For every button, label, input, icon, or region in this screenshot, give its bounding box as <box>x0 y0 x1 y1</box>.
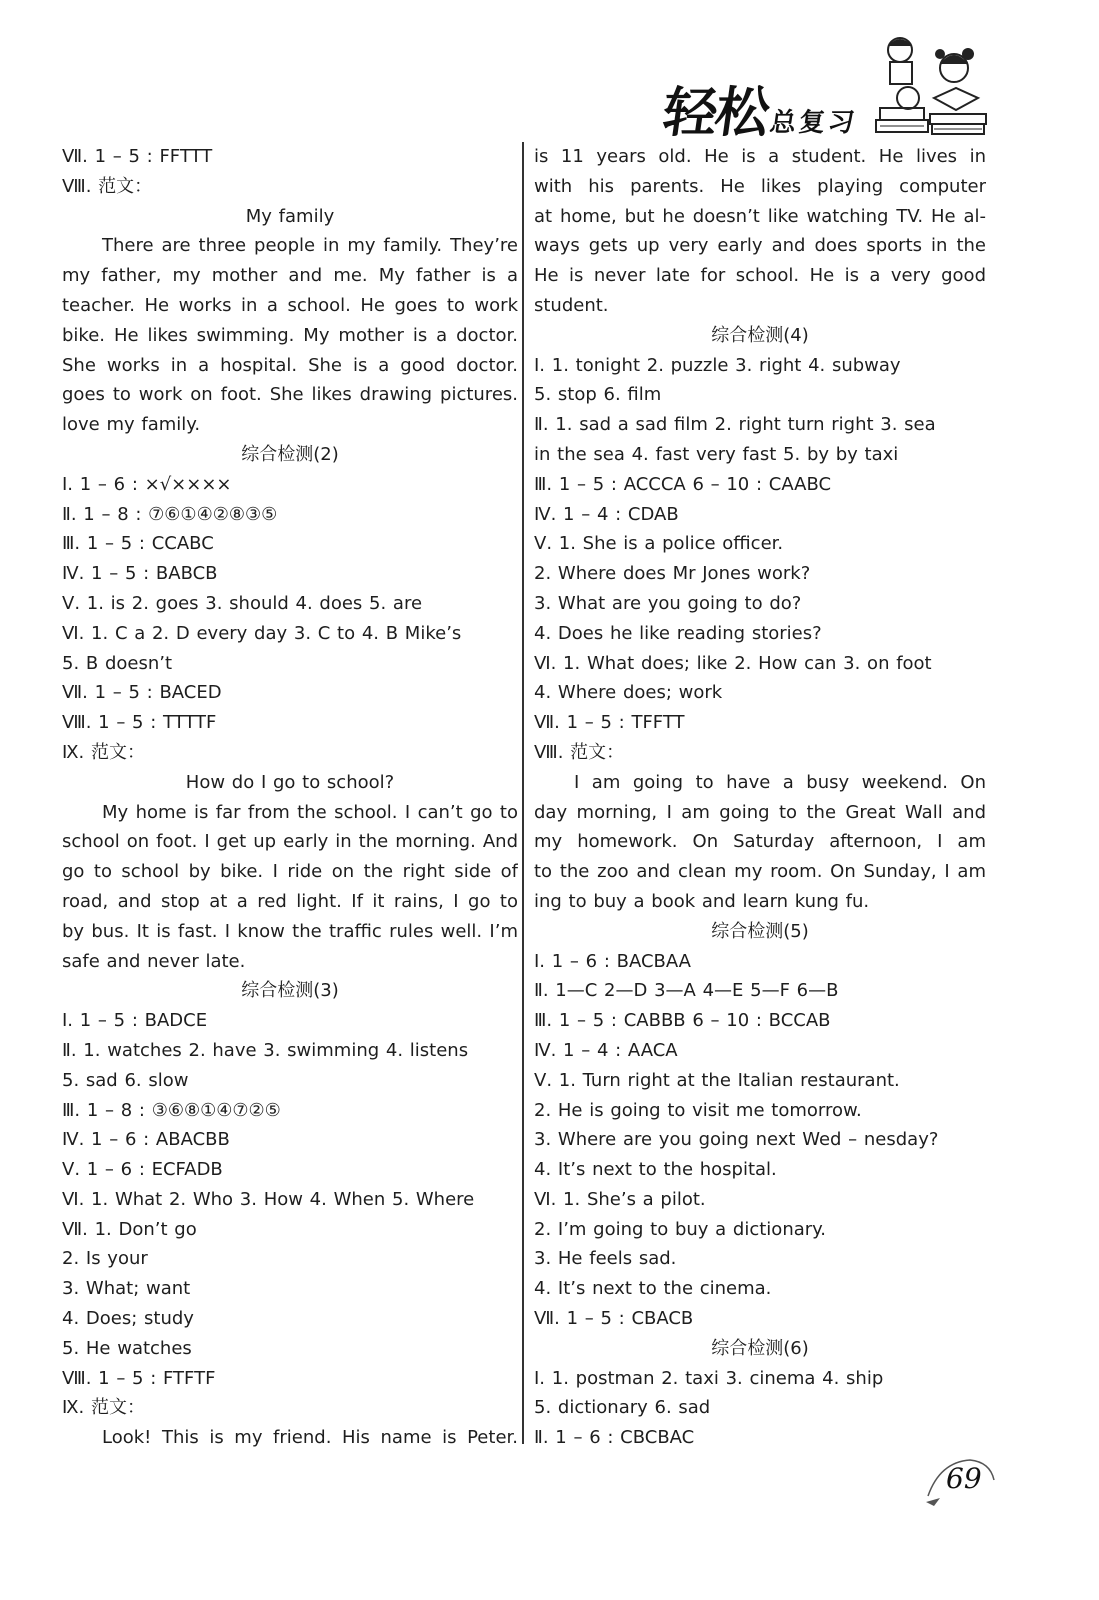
answer-line: Ⅰ. 1 – 6 : ×√×××× <box>62 473 232 495</box>
answer-line: Ⅰ. 1. tonight 2. puzzle 3. right 4. subway <box>534 354 901 376</box>
answer-line: Ⅱ. 1 – 6 : CBCBAC <box>534 1427 695 1449</box>
answer-line: My home is far from the school. I can’t go to <box>102 801 518 823</box>
answer-line: Ⅳ. 1 – 6 : ABACBB <box>62 1129 230 1151</box>
answer-line: Ⅰ. 1. postman 2. taxi 3. cinema 4. ship <box>534 1367 884 1389</box>
section-title: 综合检测(4) <box>711 324 809 346</box>
answer-line: There are three people in my family. They’re <box>102 235 518 257</box>
answer-line: Ⅶ. 1 – 5 : BACED <box>62 682 222 704</box>
answer-line: Ⅸ. 范文： <box>62 741 145 763</box>
answer-line: Ⅶ. 1 – 5 : TFFTT <box>534 712 685 734</box>
answer-line: Ⅱ. 1—C 2—D 3—A 4—E 5—F 6—B <box>534 980 839 1002</box>
answer-line: Ⅳ. 1 – 5 : BABCB <box>62 563 218 585</box>
answer-line: Ⅱ. 1 – 8 : ⑦⑥①④②⑧③⑤ <box>62 503 278 525</box>
answer-line: by bus. It is fast. I know the traffic rules well. I’m <box>62 920 518 942</box>
answer-line: Ⅲ. 1 – 5 : CABBB 6 – 10 : BCCAB <box>534 1010 831 1032</box>
answer-line: 2. He is going to visit me tomorrow. <box>534 1099 862 1121</box>
answer-line: Ⅱ. 1. sad a sad film 2. right turn right 3. sea <box>534 414 936 436</box>
answer-line: 5. B doesn’t <box>62 652 173 674</box>
kids-reading-illustration <box>860 28 990 143</box>
answer-line: Ⅴ. 1. She is a police officer. <box>534 533 784 555</box>
answer-line: 3. Where are you going next Wed – nesday? <box>534 1129 939 1151</box>
answer-line: with his parents. He likes playing computer <box>534 175 986 197</box>
section-title: 综合检测(6) <box>711 1337 809 1359</box>
answer-line: to the zoo and clean my room. On Sunday, I am <box>534 861 986 883</box>
answer-line: school on foot. I get up early in the morning. And <box>62 831 518 853</box>
answer-line: My family <box>245 205 335 227</box>
answer-line: Ⅴ. 1. Turn right at the Italian restaurant. <box>534 1069 900 1091</box>
answer-line: Ⅷ. 1 – 5 : TTTTF <box>62 712 217 734</box>
answer-line: Ⅳ. 1 – 4 : CDAB <box>534 503 679 525</box>
answer-line: 4. Does he like reading stories? <box>534 622 822 644</box>
answer-line: She works in a hospital. She is a good doctor. <box>62 354 518 376</box>
page-header <box>0 0 1099 145</box>
answer-line: 3. What are you going to do? <box>534 592 802 614</box>
brand-title-small: 总复习 <box>767 108 860 138</box>
answer-line: Ⅶ. 1 – 5 : CBACB <box>534 1308 694 1330</box>
answer-line: 2. Is your <box>62 1248 148 1270</box>
answer-line: at home, but he doesn’t like watching TV. He al- <box>534 205 986 227</box>
answer-line: love my family. <box>62 414 201 436</box>
answer-line: goes to work on foot. She likes drawing pictures. <box>62 384 518 406</box>
answer-line: How do I go to school? <box>185 771 395 793</box>
answer-line: safe and never late. <box>62 950 246 972</box>
answer-line: 3. What; want <box>62 1278 191 1300</box>
answer-line: ways gets up very early and does sports in the <box>534 235 986 257</box>
section-title: 综合检测(2) <box>241 443 339 465</box>
answer-line: 4. Where does; work <box>534 682 723 704</box>
answer-line: Ⅲ. 1 – 8 : ③⑥⑧①④⑦②⑤ <box>62 1099 281 1121</box>
column-divider <box>522 142 524 1444</box>
answer-line: bike. He likes swimming. My mother is a doctor. <box>62 324 518 346</box>
answer-line: 2. I’m going to buy a dictionary. <box>534 1218 826 1240</box>
right-column <box>534 142 986 1453</box>
answer-line: Ⅶ. 1. Don’t go <box>62 1218 197 1240</box>
answer-line: is 11 years old. He is a student. He lives in <box>534 146 986 167</box>
answer-line: Look! This is my friend. His name is Peter. <box>102 1427 518 1449</box>
answer-line: day morning, I am going to the Great Wall and <box>534 801 986 823</box>
answer-line: 5. He watches <box>62 1337 192 1359</box>
answer-line: 4. It’s next to the hospital. <box>534 1159 777 1181</box>
answer-line: Ⅷ. 1 – 5 : FTFTF <box>62 1367 216 1389</box>
answer-line: Ⅵ. 1. What 2. Who 3. How 4. When 5. Where <box>62 1188 475 1210</box>
answer-line: road, and stop at a red light. If it rains, I go to <box>62 890 518 912</box>
section-title: 综合检测(5) <box>711 920 809 942</box>
answer-line: Ⅳ. 1 – 4 : AACA <box>534 1039 678 1061</box>
answer-line: ing to buy a book and learn kung fu. <box>534 890 870 912</box>
answer-line: Ⅲ. 1 – 5 : CCABC <box>62 533 214 555</box>
section-title: 综合检测(3) <box>241 980 339 1002</box>
answer-line: 4. Does; study <box>62 1308 194 1330</box>
answer-line: in the sea 4. fast very fast 5. by by taxi <box>534 443 899 465</box>
answer-line: Ⅵ. 1. She’s a pilot. <box>534 1188 706 1210</box>
answer-line: 5. dictionary 6. sad <box>534 1397 711 1419</box>
answer-line: go to school by bike. I ride on the right side of <box>62 861 518 883</box>
answer-line: teacher. He works in a school. He goes to work <box>62 294 518 316</box>
answer-line: 5. stop 6. film <box>534 384 662 406</box>
answer-line: Ⅸ. 范文： <box>62 1397 145 1419</box>
answer-line: 2. Where does Mr Jones work? <box>534 563 811 585</box>
answer-line: Ⅷ. 范文： <box>534 741 625 763</box>
answer-line: Ⅰ. 1 – 5 : BADCE <box>62 1010 208 1032</box>
answer-line: 5. sad 6. slow <box>62 1069 189 1091</box>
answer-line: 4. It’s next to the cinema. <box>534 1278 772 1300</box>
answer-line: Ⅷ. 范文： <box>62 175 153 197</box>
answer-line: Ⅱ. 1. watches 2. have 3. swimming 4. listens <box>62 1039 469 1061</box>
brand-title <box>659 70 865 147</box>
answer-line: Ⅵ. 1. What does; like 2. How can 3. on foot <box>534 652 932 674</box>
left-column <box>62 142 518 1453</box>
answer-line: my father, my mother and me. My father is a <box>62 265 518 287</box>
answer-line: student. <box>534 294 609 316</box>
answer-line: Ⅶ. 1 – 5 : FFTTT <box>62 146 213 167</box>
brand-title-large: 轻松 <box>659 80 773 144</box>
answer-line: I am going to have a busy weekend. On <box>574 771 986 793</box>
answer-line: Ⅰ. 1 – 6 : BACBAA <box>534 950 691 972</box>
answer-line: my homework. On Saturday afternoon, I am <box>534 831 986 853</box>
page-number: 69 <box>946 1462 982 1495</box>
answer-line: Ⅵ. 1. C a 2. D every day 3. C to 4. B Mike’s <box>62 622 462 644</box>
answer-line: He is never late for school. He is a very good <box>534 265 986 287</box>
answer-line: Ⅴ. 1. is 2. goes 3. should 4. does 5. are <box>62 592 423 614</box>
answer-line: Ⅲ. 1 – 5 : ACCCA 6 – 10 : CAABC <box>534 473 832 495</box>
answer-line: 3. He feels sad. <box>534 1248 677 1270</box>
answer-line: Ⅴ. 1 – 6 : ECFADB <box>62 1159 223 1181</box>
